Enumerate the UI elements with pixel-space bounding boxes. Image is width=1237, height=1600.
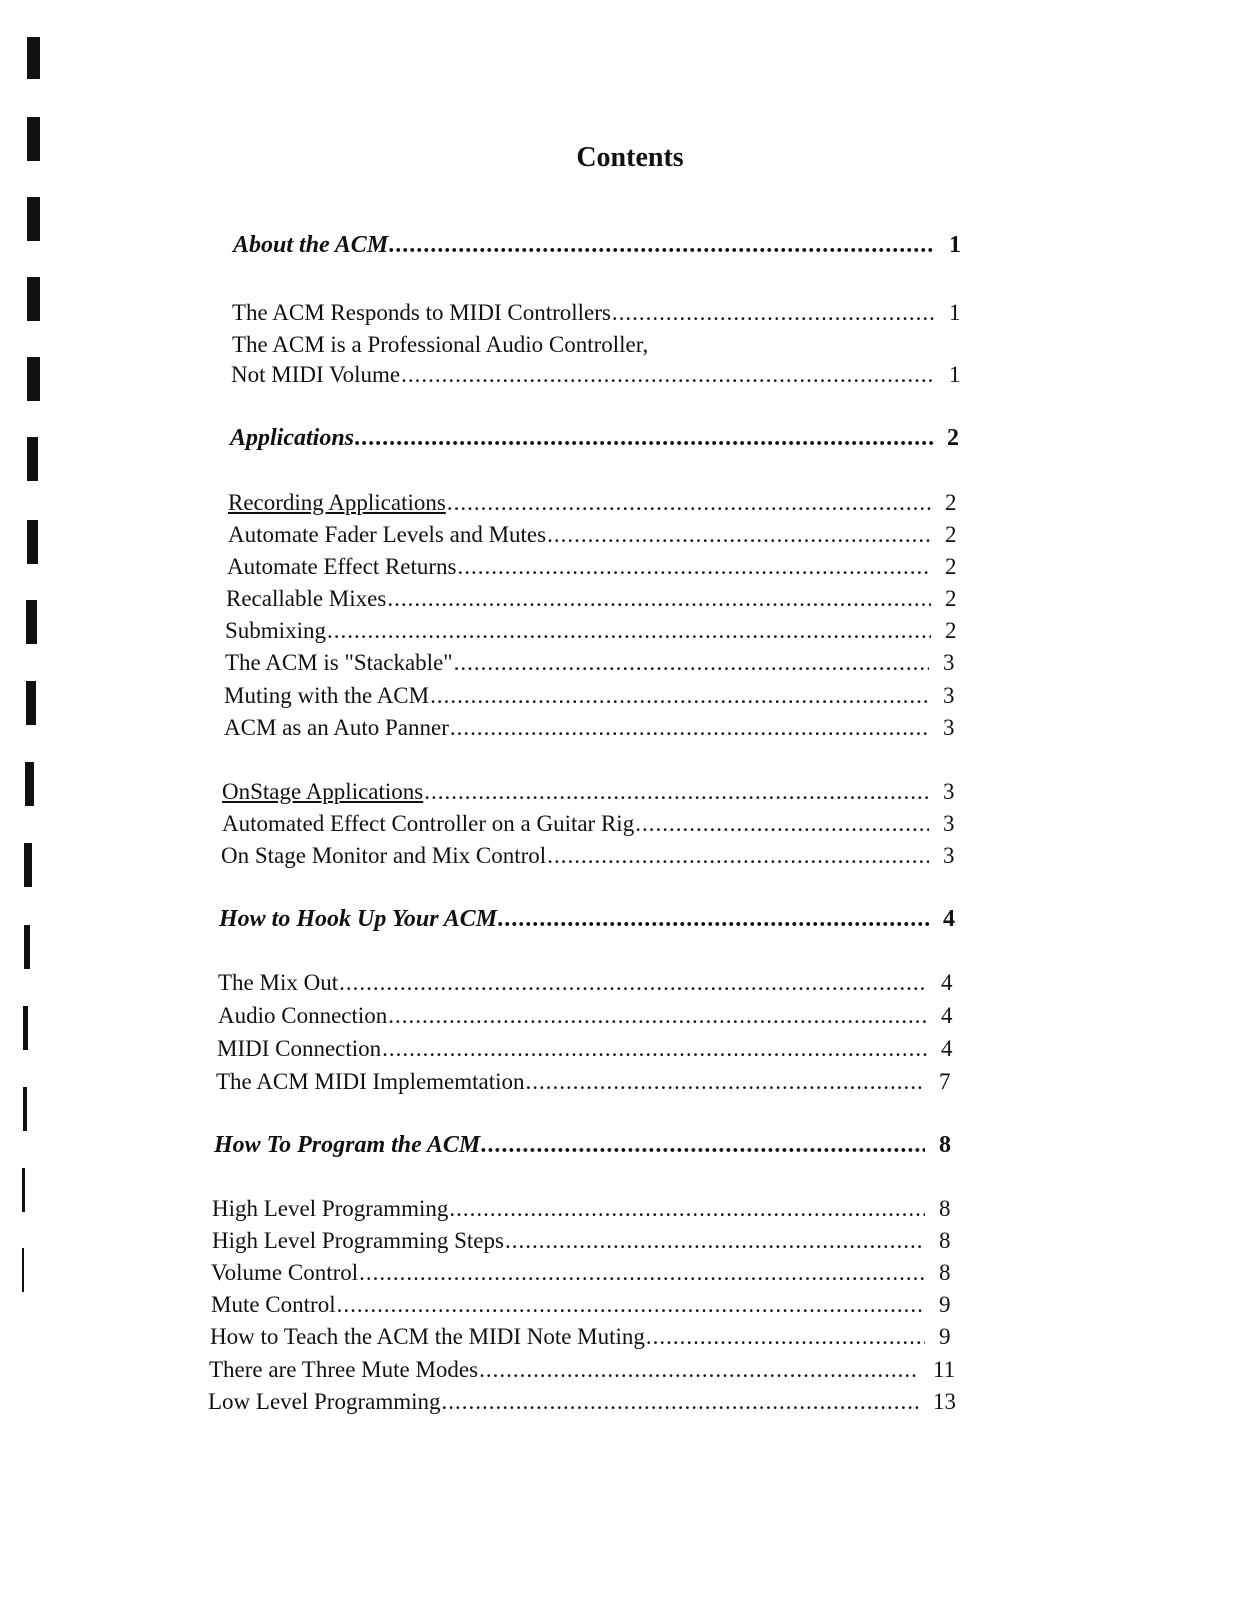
toc-entry-label: High Level Programming bbox=[212, 1196, 449, 1221]
toc-entry-label: High Level Programming Steps bbox=[212, 1228, 504, 1253]
page-title: Contents bbox=[576, 142, 684, 173]
toc-entry-label: The ACM Responds to MIDI Controllers bbox=[232, 300, 611, 325]
dot-leader bbox=[339, 970, 927, 996]
binding-hole bbox=[23, 1087, 27, 1131]
toc-page-number: 1 bbox=[949, 232, 961, 258]
toc-page-number: 4 bbox=[941, 1003, 953, 1028]
dot-leader bbox=[547, 843, 929, 869]
toc-entry-label: Recallable Mixes bbox=[226, 586, 387, 611]
toc-entry-label: The Mix Out bbox=[218, 970, 339, 995]
dot-leader bbox=[449, 1196, 925, 1222]
toc-entry-label: There are Three Mute Modes bbox=[209, 1357, 479, 1382]
binding-hole bbox=[24, 925, 30, 969]
toc-page-number: 2 bbox=[945, 618, 957, 643]
toc-entry bbox=[211, 1292, 955, 1318]
toc-page-number: 2 bbox=[945, 554, 957, 579]
toc-section-label: Applications bbox=[230, 425, 355, 451]
dot-leader bbox=[646, 1324, 925, 1350]
dot-leader bbox=[547, 522, 931, 548]
dot-leader bbox=[447, 490, 931, 516]
dot-leader bbox=[450, 715, 929, 741]
toc-entry bbox=[218, 970, 957, 996]
toc-entry-label: ACM as an Auto Panner bbox=[224, 715, 449, 740]
toc-page-number: 3 bbox=[943, 650, 955, 675]
toc-entry bbox=[216, 1069, 955, 1095]
toc-entry-label: Automate Effect Returns bbox=[227, 554, 457, 579]
toc-page-number: 3 bbox=[943, 715, 955, 740]
toc-entry-label: Muting with the ACM bbox=[224, 683, 430, 708]
toc-page-number: 3 bbox=[943, 683, 955, 708]
dot-leader bbox=[382, 1036, 927, 1062]
toc-entry-label: Low Level Programming bbox=[208, 1389, 441, 1414]
toc-subsection-onstage bbox=[222, 779, 959, 805]
toc-page-number: 9 bbox=[939, 1292, 951, 1317]
dot-leader bbox=[481, 1132, 925, 1159]
toc-entry-label: Automated Effect Controller on a Guitar Rig bbox=[222, 811, 635, 836]
dot-leader bbox=[635, 811, 929, 837]
binding-hole bbox=[26, 600, 37, 644]
toc-entry bbox=[224, 715, 959, 741]
toc-entry bbox=[228, 522, 961, 548]
toc-entry-label: The ACM is "Stackable" bbox=[225, 650, 453, 675]
binding-hole bbox=[27, 37, 40, 79]
binding-hole bbox=[24, 843, 32, 887]
toc-page-number: 3 bbox=[943, 843, 955, 868]
toc-entry bbox=[225, 618, 961, 644]
toc-entry-label: Submixing bbox=[225, 618, 326, 643]
toc-entry bbox=[210, 1324, 955, 1350]
dot-leader bbox=[355, 425, 933, 452]
toc-entry bbox=[225, 650, 959, 676]
toc-section-hookup bbox=[219, 906, 959, 933]
toc-subsection-recording bbox=[228, 490, 961, 516]
toc-entry bbox=[224, 683, 959, 709]
toc-page-number: 1 bbox=[949, 362, 961, 387]
toc-entry-label: Not MIDI Volume bbox=[231, 362, 401, 387]
toc-subsection-label: Recording Applications bbox=[228, 490, 446, 515]
dot-leader bbox=[505, 1228, 925, 1254]
dot-leader bbox=[479, 1357, 919, 1383]
toc-section-applications bbox=[230, 425, 963, 452]
toc-section-label: How to Hook Up Your ACM bbox=[219, 906, 498, 932]
toc-entry-label: The ACM MIDI Implememtation bbox=[216, 1069, 525, 1094]
dot-leader bbox=[454, 650, 929, 676]
toc-page-number: 2 bbox=[947, 425, 959, 451]
toc-section-program bbox=[214, 1132, 955, 1159]
toc-page-number: 13 bbox=[933, 1389, 956, 1414]
toc-section-label: About the ACM bbox=[233, 232, 389, 258]
dot-leader bbox=[327, 618, 931, 644]
binding-hole bbox=[23, 1006, 28, 1050]
toc-page-number: 4 bbox=[943, 906, 955, 932]
toc-entry-label: MIDI Connection bbox=[217, 1036, 382, 1061]
toc-page-number: 3 bbox=[943, 779, 955, 804]
dot-leader bbox=[389, 232, 935, 259]
toc-entry-label: Audio Connection bbox=[218, 1003, 388, 1028]
toc-entry bbox=[209, 1357, 959, 1383]
dot-leader bbox=[458, 554, 931, 580]
toc-entry-label: Mute Control bbox=[211, 1292, 336, 1317]
toc-entry bbox=[221, 843, 959, 869]
dot-leader bbox=[387, 586, 931, 612]
toc-page-number: 8 bbox=[939, 1132, 951, 1158]
toc-page-number: 4 bbox=[941, 970, 953, 995]
toc-entry bbox=[227, 554, 961, 580]
toc-entry bbox=[226, 586, 961, 612]
toc-section-about bbox=[233, 232, 965, 259]
toc-page-number: 9 bbox=[939, 1324, 951, 1349]
toc-entry bbox=[222, 811, 959, 837]
toc-entry bbox=[208, 1389, 959, 1415]
binding-hole bbox=[25, 762, 34, 806]
toc-page-number: 2 bbox=[945, 522, 957, 547]
toc-entry-label: Automate Fader Levels and Mutes bbox=[228, 522, 547, 547]
toc-entry bbox=[232, 300, 965, 326]
binding-hole bbox=[27, 277, 40, 321]
dot-leader bbox=[388, 1003, 927, 1029]
binding-hole bbox=[27, 357, 40, 401]
dot-leader bbox=[612, 300, 935, 326]
dot-leader bbox=[442, 1389, 919, 1415]
toc-entry-label: On Stage Monitor and Mix Control bbox=[221, 843, 547, 868]
dot-leader bbox=[430, 683, 929, 709]
dot-leader bbox=[401, 362, 935, 388]
toc-section-label: How To Program the ACM bbox=[214, 1132, 481, 1158]
toc-page-number: 4 bbox=[941, 1036, 953, 1061]
toc-subsection-label: OnStage Applications bbox=[222, 779, 424, 804]
binding-hole bbox=[22, 1168, 25, 1212]
dot-leader bbox=[498, 906, 929, 933]
dot-leader bbox=[526, 1069, 925, 1095]
dot-leader bbox=[337, 1292, 925, 1318]
toc-entry bbox=[218, 1003, 957, 1029]
toc-page-number: 11 bbox=[933, 1357, 956, 1382]
toc-entry bbox=[212, 1228, 955, 1254]
toc-page-number: 2 bbox=[945, 586, 957, 611]
binding-hole bbox=[27, 520, 38, 564]
dot-leader bbox=[424, 779, 929, 805]
toc-entry-label: How to Teach the ACM the MIDI Note Muting bbox=[210, 1324, 645, 1349]
toc-entry-line: The ACM is a Professional Audio Controller, bbox=[232, 332, 649, 357]
binding-hole bbox=[27, 197, 40, 241]
toc-entry bbox=[231, 362, 965, 388]
binding-hole bbox=[26, 681, 36, 725]
toc-page-number: 8 bbox=[939, 1260, 951, 1285]
toc-page-number: 1 bbox=[949, 300, 961, 325]
toc-page-number: 3 bbox=[943, 811, 955, 836]
toc-entry bbox=[217, 1036, 957, 1062]
toc-page-number: 8 bbox=[939, 1196, 951, 1221]
dot-leader bbox=[359, 1260, 925, 1286]
toc-page-number: 8 bbox=[939, 1228, 951, 1253]
binding-hole bbox=[22, 1248, 24, 1292]
toc-entry bbox=[212, 1196, 955, 1222]
toc-entry bbox=[211, 1260, 955, 1286]
toc-entry-label: Volume Control bbox=[211, 1260, 359, 1285]
toc-page-number: 2 bbox=[945, 490, 957, 515]
toc-page-number: 7 bbox=[939, 1069, 951, 1094]
binding-hole bbox=[27, 437, 38, 481]
